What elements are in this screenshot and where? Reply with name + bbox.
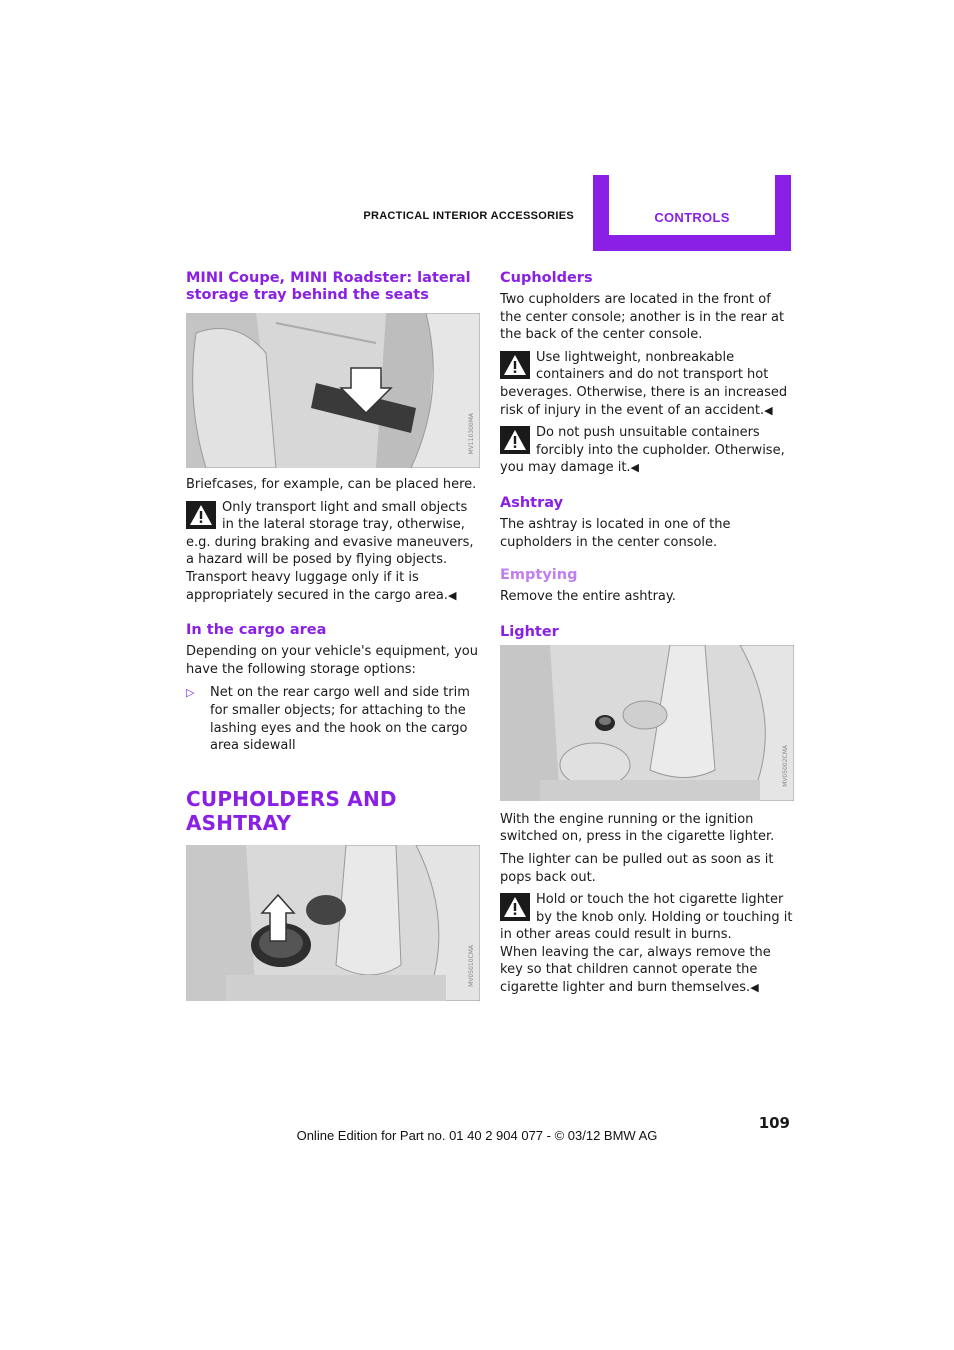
emptying-heading: Emptying: [500, 567, 578, 584]
cargo-area-text: Depending on your vehicle's equipment, you have the following storage options:: [186, 644, 478, 677]
lighter-warning-text: Hold or touch the hot cigarette lighter by the knob only. Holding or touching it in other areas could result in burns.: [500, 892, 793, 943]
page-number: 109: [758, 1114, 790, 1132]
end-mark-icon: ◀: [447, 588, 457, 602]
lighter-warning-continued-text: When leaving the car, always remove the key so that children cannot operate the cigarette lighter and burn themselves.: [500, 944, 771, 996]
ashtray-heading: Ashtray: [500, 494, 564, 511]
lighter-text-1: With the engine running or the ignition switched on, press in the cigarette lighter.: [500, 811, 775, 845]
end-mark-icon: ◀: [764, 403, 773, 417]
chapter-heading: CUPHOLDERS AND ASHTRAY: [186, 786, 397, 835]
end-mark-icon: ◀: [630, 461, 640, 475]
photo-code-2: MV05010CMA: [468, 944, 476, 987]
storage-tray-warning: [186, 499, 480, 605]
right-column: [500, 270, 794, 1002]
left-column: [186, 270, 480, 1001]
warning-icon: [500, 893, 530, 921]
end-mark-icon: ◀: [750, 981, 759, 995]
storage-tray-photo: [186, 313, 480, 468]
list-item: [186, 684, 480, 754]
emptying-text: Remove the entire ashtray.: [500, 589, 676, 605]
cupholders-text: Two cupholders are located in the front of the center console; another is in the rear at the back of the center console.: [500, 292, 785, 343]
lighter-heading: Lighter: [500, 623, 559, 640]
cargo-net-text: Net on the rear cargo well and side trim for smaller objects; for attaching to the lashing eyes and the hook on the cargo area sidewall: [210, 685, 470, 754]
photo-code-3: MV05002CMA: [782, 744, 790, 787]
cargo-area-heading: In the cargo area: [186, 622, 327, 639]
lighter-photo: [500, 645, 794, 801]
warning-icon: [500, 351, 530, 379]
chapter-tab-label: CONTROLS: [654, 209, 730, 225]
cupholders-warning-1: [500, 349, 794, 419]
running-header-section: PRACTICAL INTERIOR ACCESSORIES: [363, 210, 574, 222]
storage-tray-caption: Briefcases, for example, can be placed here.: [186, 477, 477, 492]
warning-icon: [500, 426, 530, 454]
storage-tray-warning-text: Only transport light and small objects in the lateral storage tray, otherwise, e.g. during braking and evasive maneuvers, a hazard will be posed by flying objects. Transport heavy luggage only if it is appropriately secured in the cargo area.: [186, 499, 474, 603]
cupholders-warning-2-text: Do not push unsuitable containers forcibly into the cupholder. Otherwise, you may damage it.: [500, 425, 785, 476]
ashtray-text: The ashtray is located in one of the cupholders in the center console.: [500, 516, 731, 550]
bullet-triangle-icon: ▷: [186, 686, 195, 700]
chapter-tab: [593, 175, 791, 251]
cupholders-warning-1-text: Use lightweight, nonbreakable containers and do not transport hot beverages. Otherwise, there is an increased risk of injury in the event of an accident.: [500, 349, 788, 418]
lighter-warning-continued: [500, 944, 794, 997]
warning-icon: [186, 501, 216, 529]
lighter-text-2: The lighter can be pulled out as soon as it pops back out.: [500, 851, 774, 885]
cupholder-photo: [186, 845, 480, 1001]
photo-code-1: MV110300MA: [468, 413, 476, 455]
lighter-warning: [500, 891, 794, 997]
cupholders-heading: Cupholders: [500, 270, 593, 286]
footer-edition-note: Online Edition for Part no. 01 40 2 904 077 - © 03/12 BMW AG: [296, 1128, 658, 1143]
storage-tray-heading: MINI Coupe, MINI Roadster: lateral storage tray behind the seats: [186, 270, 471, 303]
cupholders-warning-2: [500, 424, 794, 477]
